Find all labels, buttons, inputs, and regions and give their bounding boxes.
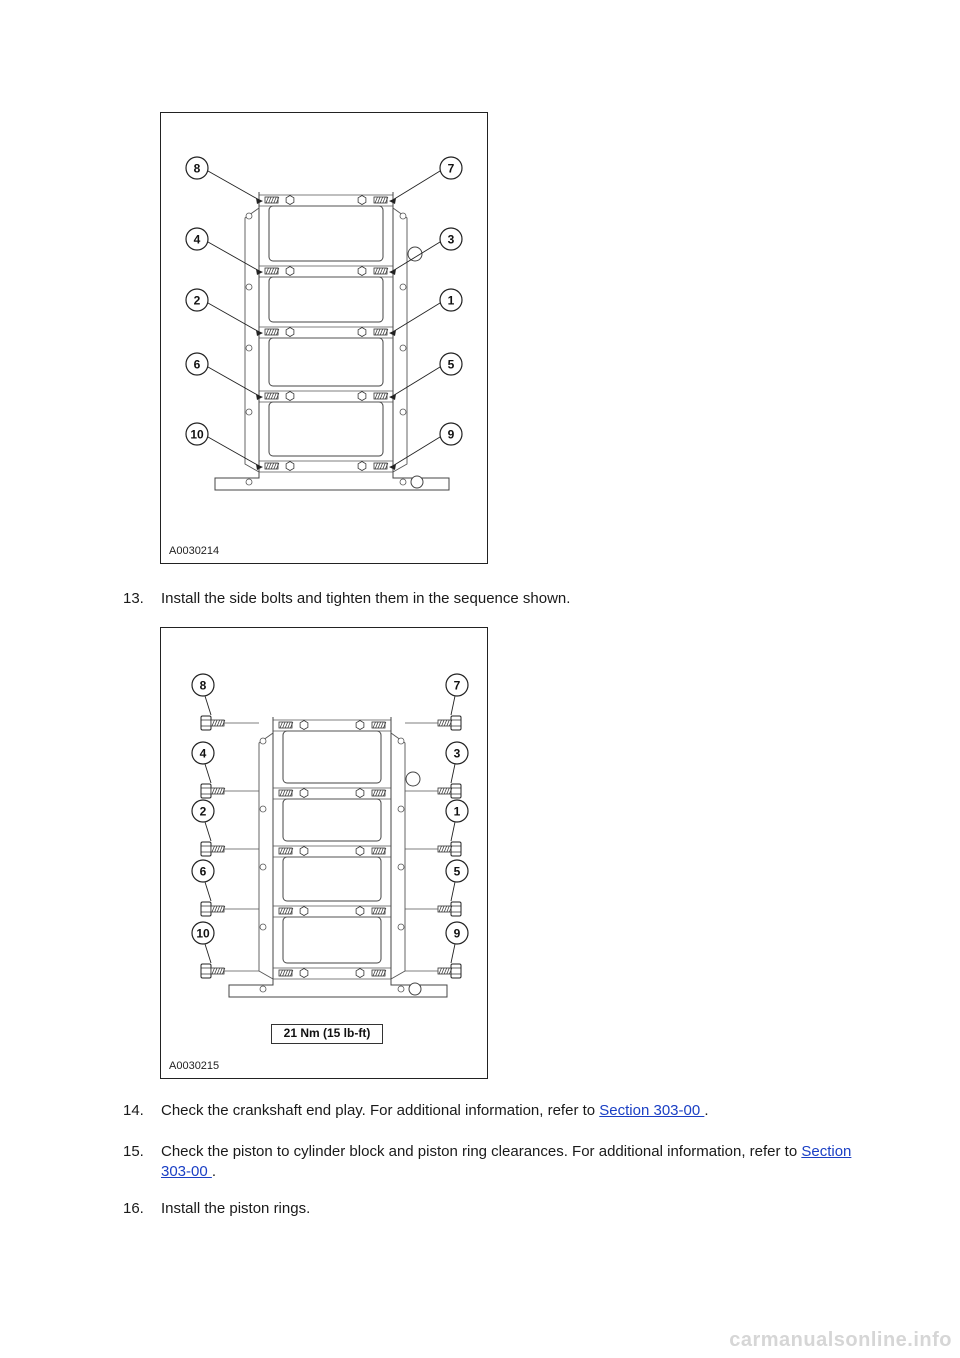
bearing-cap [283,917,381,963]
section-303-00-link[interactable]: Section 303-00 [599,1102,705,1119]
block-outline [215,192,449,490]
callout-number-10: 10 [196,926,210,941]
leader-line [451,696,455,715]
leader-line [391,303,440,333]
figure-side-bolt-sequence [160,627,488,1079]
leader-line [391,242,440,272]
right-flange [391,733,405,979]
callout-number-8: 8 [199,678,207,693]
leader-line [205,696,211,715]
figure-main-bearing-sequence [160,112,488,564]
side-bolt-head [451,964,461,978]
section-303-00-link[interactable]: Section 303-00 [161,1143,852,1180]
bearing-cap [283,731,381,783]
leader-line [208,303,261,333]
bearing-cap [269,338,383,386]
step-number: 14. [123,1102,144,1119]
callout-number-7: 7 [447,161,455,176]
bolt-hole [398,986,404,992]
leader-line [451,944,455,963]
bearing-cap [269,277,383,322]
bolt-hole [398,924,404,930]
callout-number-5: 5 [447,357,455,372]
bolt-hole [260,924,266,930]
leader-line [208,171,261,201]
dowel [411,476,423,488]
side-bolt-head [451,842,461,856]
callout-number-2: 2 [199,804,207,819]
bolt-hole [400,345,406,351]
hex-nut [358,196,366,205]
side-bolt-head [201,964,211,978]
bolt-hole [400,409,406,415]
side-bolt-head [451,902,461,916]
leader-line [205,944,211,963]
callout-number-10: 10 [190,427,204,442]
bolt-hole [398,806,404,812]
side-bolt-diagram [161,628,487,1078]
step-number: 13. [123,590,144,607]
bearing-cap [269,206,383,261]
leader-line [451,764,455,783]
callout-number-6: 6 [193,357,201,372]
hex-nut [286,392,294,401]
callout-number-3: 3 [447,232,455,247]
step-text-suffix: . [704,1102,709,1119]
watermark: carmanualsonline.info [729,1329,952,1351]
leader-line [208,437,261,467]
callout-number-2: 2 [193,293,201,308]
hex-nut [356,969,364,978]
bolt-hole [260,738,266,744]
bolt-hole [246,409,252,415]
leader-line [391,171,440,201]
callout-number-8: 8 [193,161,201,176]
step-text-body: Check the crankshaft end play. For additional information, refer to [161,1102,600,1119]
hex-nut [358,328,366,337]
bearing-cap [283,799,381,841]
hex-nut [358,392,366,401]
leader-line [205,764,211,783]
hex-nut [356,847,364,856]
figure-code: A0030214 [169,545,220,557]
torque-spec-label: 21 Nm (15 lb-ft) [271,1024,383,1044]
hex-nut [356,721,364,730]
callout-number-5: 5 [453,864,461,879]
bolt-hole [246,213,252,219]
callout-number-3: 3 [453,746,461,761]
hex-nut [300,789,308,798]
dowel [409,983,421,995]
bolt-hole [246,345,252,351]
hex-nut [356,789,364,798]
bearing-cap-diagram [161,113,487,563]
callout-number-1: 1 [453,804,461,819]
hex-nut [358,267,366,276]
leader-line [205,882,211,901]
callout-number-1: 1 [447,293,455,308]
step-text [161,1142,861,1182]
bolt-hole [246,284,252,290]
hex-nut [300,847,308,856]
step-number: 15. [123,1143,144,1160]
step-number: 16. [123,1200,144,1217]
step-text [161,1101,861,1121]
hex-nut [286,328,294,337]
bolt-hole [400,284,406,290]
bolt-hole [260,806,266,812]
side-bolt-head [201,784,211,798]
bolt-hole [400,213,406,219]
leader-line [391,367,440,397]
side-bolt-head [451,784,461,798]
callout-number-9: 9 [453,926,461,941]
bolt-hole [398,864,404,870]
callout-number-4: 4 [193,232,201,247]
step-text: Install the piston rings. [161,1200,311,1217]
left-flange [259,733,273,979]
hex-nut [286,267,294,276]
leader-line [451,822,455,841]
bolt-hole [260,864,266,870]
callout-number-9: 9 [447,427,455,442]
left-flange [245,208,259,472]
step-text-body: Check the piston to cylinder block and piston ring clearances. For additional information, refer to [161,1143,802,1160]
bolt-hole [398,738,404,744]
hex-nut [286,196,294,205]
leader-line [391,437,440,467]
leader-line [208,242,261,272]
callout-number-6: 6 [199,864,207,879]
leader-line [205,822,211,841]
hex-nut [358,462,366,471]
leader-line [451,882,455,901]
bolt-hole [260,986,266,992]
hex-nut [300,907,308,916]
bearing-cap [283,857,381,901]
callout-number-4: 4 [199,746,207,761]
hex-nut [356,907,364,916]
side-bolt-head [201,842,211,856]
step-text-suffix: . [211,1163,217,1180]
bearing-cap [269,402,383,456]
step-text: Install the side bolts and tighten them in the sequence shown. [161,590,571,607]
leader-line [208,367,261,397]
dowel [406,772,420,786]
side-bolt-head [201,902,211,916]
side-bolt-head [201,716,211,730]
side-bolt-head [451,716,461,730]
bolt-hole [246,479,252,485]
hex-nut [286,462,294,471]
hex-nut [300,969,308,978]
hex-nut [300,721,308,730]
figure-code: A0030215 [169,1060,220,1072]
right-flange [393,208,407,472]
bolt-hole [400,479,406,485]
callout-number-7: 7 [453,678,461,693]
